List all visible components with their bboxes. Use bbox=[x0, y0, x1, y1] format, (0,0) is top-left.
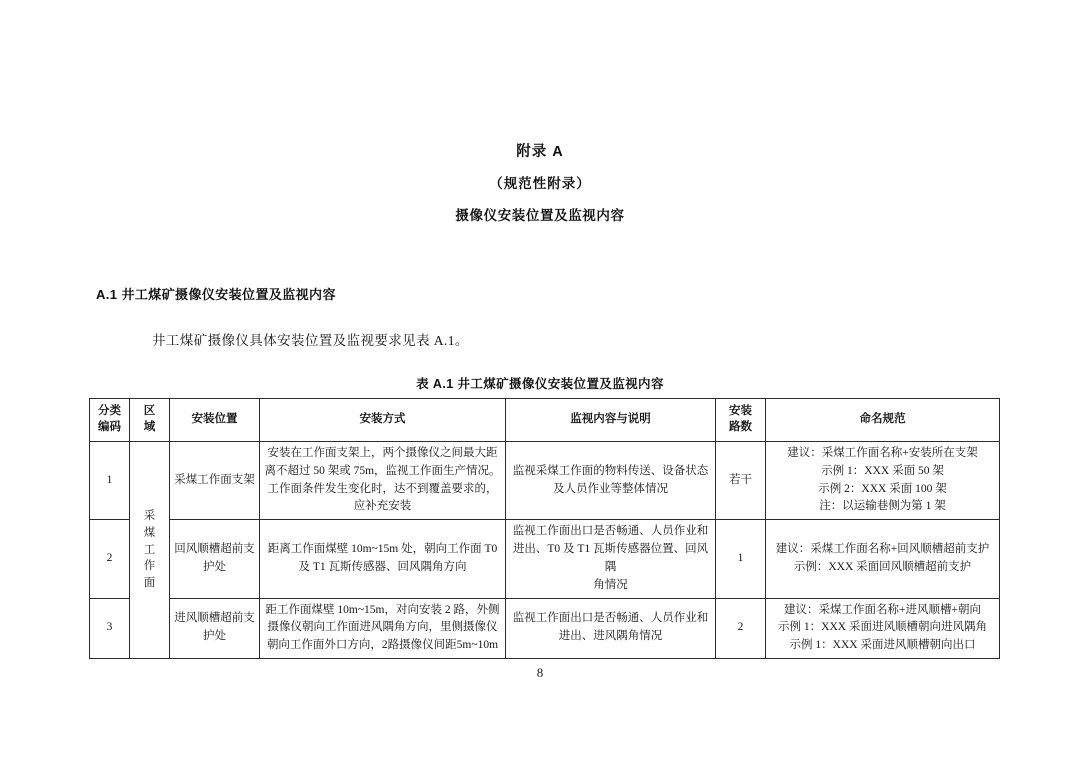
watch-line: 监视采煤工作面的物料传送、设备状态 bbox=[512, 464, 709, 477]
table-row bbox=[90, 520, 1000, 598]
naming-line: 注：以运输巷侧为第 1 架 bbox=[819, 500, 946, 513]
position-line: 进风顺槽超前支 bbox=[174, 612, 255, 625]
area-char: 煤 bbox=[143, 526, 156, 539]
area-char: 作 bbox=[143, 560, 156, 573]
watch-line: 及人员作业等整体情况 bbox=[553, 482, 668, 495]
column-header-code-line2: 编码 bbox=[98, 421, 121, 433]
position-line: 回风顺槽超前支 bbox=[174, 543, 255, 556]
column-header-watch: 监视内容与说明 bbox=[506, 399, 716, 442]
method-line: 及 T1 瓦斯传感器、回风隅角方向 bbox=[298, 560, 467, 573]
position-line: 护处 bbox=[203, 560, 226, 573]
column-header-naming: 命名规范 bbox=[766, 399, 1000, 442]
method-line: 应补充安装 bbox=[353, 500, 412, 513]
method-line: 安装在工作面支架上，两个摄像仪之间最大距 bbox=[267, 447, 498, 459]
cell-code: 3 bbox=[90, 598, 130, 658]
table-row bbox=[90, 442, 1000, 520]
column-header-routes bbox=[716, 399, 766, 442]
cell-naming bbox=[766, 598, 1000, 658]
naming-line: 示例：XXX 采面回风顺槽超前支护 bbox=[793, 560, 972, 573]
cell-routes: 2 bbox=[716, 598, 766, 658]
spec-table bbox=[89, 398, 1000, 659]
cell-watch bbox=[506, 442, 716, 520]
appendix-subject-title: 摄像仪安装位置及监视内容 bbox=[455, 208, 625, 223]
area-vertical-label bbox=[134, 508, 165, 591]
area-char: 工 bbox=[143, 543, 156, 556]
naming-line: 建议：采煤工作面名称+安装所在支架 bbox=[787, 447, 978, 459]
cell-method bbox=[260, 598, 506, 658]
column-header-area-line1: 区 bbox=[143, 405, 156, 418]
cell-position bbox=[170, 520, 260, 598]
clause-paragraph: 井工煤矿摄像仪具体安装位置及监视要求见表 A.1。 bbox=[152, 333, 469, 348]
watch-line: 监视工作面出口是否畅通、人员作业和 bbox=[512, 612, 709, 625]
page-number: 8 bbox=[536, 665, 544, 680]
cell-watch bbox=[506, 520, 716, 598]
cell-watch bbox=[506, 598, 716, 658]
column-header-code bbox=[90, 399, 130, 442]
column-header-area-line2: 域 bbox=[143, 421, 156, 433]
column-header-area bbox=[130, 399, 170, 442]
naming-line: 建议：采煤工作面名称+回风顺槽超前支护 bbox=[775, 543, 990, 556]
naming-line: 示例 1：XXX 采面 50 架 bbox=[821, 464, 944, 477]
table-container bbox=[89, 398, 999, 659]
watch-line: 进出、进风隅角情况 bbox=[558, 630, 663, 643]
cell-routes: 若干 bbox=[716, 442, 766, 520]
appendix-kind-label: （规范性附录） bbox=[489, 176, 591, 191]
naming-line: 建议：采煤工作面名称+进风顺槽+朝向 bbox=[784, 603, 981, 616]
cell-position: 采煤工作面支架 bbox=[170, 442, 260, 520]
cell-position bbox=[170, 598, 260, 658]
cell-routes: 1 bbox=[716, 520, 766, 598]
method-line: 离不超过 50 架或 75m，监视工作面生产情况。 bbox=[264, 464, 501, 477]
table-header-row bbox=[90, 399, 1000, 442]
watch-line: 监视工作面出口是否畅通、人员作业和 bbox=[512, 525, 709, 538]
column-header-routes-line1: 安装 bbox=[729, 405, 752, 418]
cell-naming bbox=[766, 520, 1000, 598]
column-header-code-line1: 分类 bbox=[98, 405, 121, 418]
method-line: 距离工作面煤壁 10m~15m 处，朝向工作面 T0 bbox=[267, 543, 498, 556]
column-header-method: 安装方式 bbox=[260, 399, 506, 442]
cell-area-merged bbox=[130, 442, 170, 659]
position-line: 护处 bbox=[203, 630, 226, 643]
method-line: 朝向工作面外口方向，2路摄像仪间距5m~10m bbox=[266, 639, 499, 652]
watch-line: 进出、T0 及 T1 瓦斯传感器位置、回风隅 bbox=[512, 543, 709, 573]
cell-code: 2 bbox=[90, 520, 130, 598]
column-header-routes-line2: 路数 bbox=[729, 421, 752, 433]
naming-line: 示例 2：XXX 采面 100 架 bbox=[818, 482, 947, 495]
cell-method bbox=[260, 520, 506, 598]
clause-heading-a1: A.1 井工煤矿摄像仪安装位置及监视内容 bbox=[96, 287, 336, 302]
cell-naming bbox=[766, 442, 1000, 520]
column-header-position: 安装位置 bbox=[170, 399, 260, 442]
table-header bbox=[90, 399, 1000, 442]
naming-line: 示例 1：XXX 采面进风顺槽朝向出口 bbox=[789, 639, 976, 652]
area-char: 面 bbox=[143, 576, 156, 589]
cell-code: 1 bbox=[90, 442, 130, 520]
method-line: 距工作面煤壁 10m~15m，对向安装 2 路，外侧 bbox=[265, 603, 500, 616]
area-char: 采 bbox=[143, 510, 156, 523]
cell-method bbox=[260, 442, 506, 520]
table-caption: 表 A.1 井工煤矿摄像仪安装位置及监视内容 bbox=[416, 377, 664, 391]
method-line: 摄像仪朝向工作面进风隅角方向，里侧摄像仪 bbox=[267, 621, 498, 634]
watch-line: 角情况 bbox=[593, 578, 628, 591]
table-row bbox=[90, 598, 1000, 658]
table-body bbox=[90, 442, 1000, 659]
naming-line: 示例 1：XXX 采面进风顺槽朝向进风隅角 bbox=[778, 621, 987, 634]
method-line: 工作面条件发生变化时，达不到覆盖要求的， bbox=[267, 482, 498, 495]
appendix-title: 附录 A bbox=[516, 144, 564, 160]
